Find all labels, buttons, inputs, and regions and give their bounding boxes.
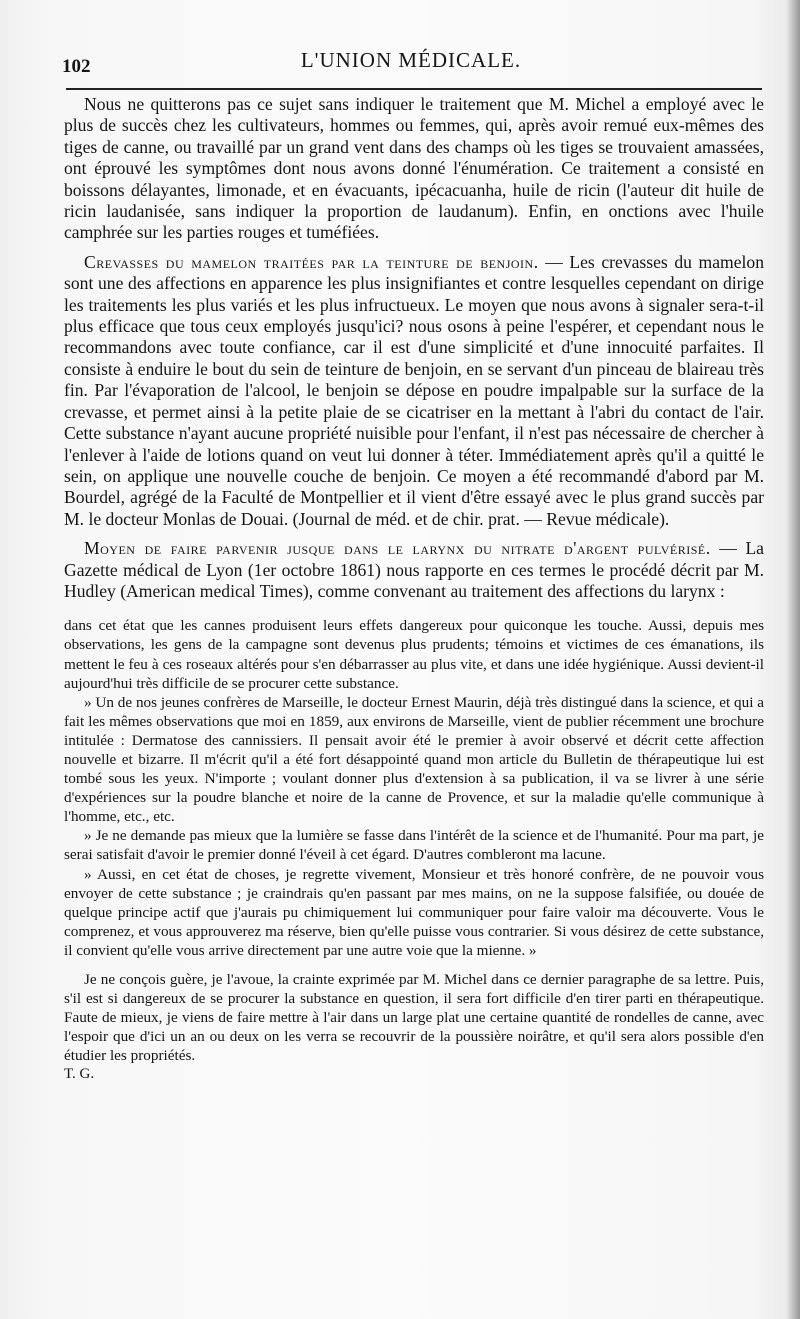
header-rule [66, 88, 762, 90]
page-body [64, 94, 764, 1083]
article-heading: Crevasses du mamelon traitées par la teinture de benjoin. [84, 251, 539, 272]
article-crevasses [64, 252, 764, 530]
letter-paragraph: dans cet état que les cannes produisent leurs effets dangereux pour quiconque les touche. Aussi, depuis mes observations, les gens de la campagne sont devenus plus prudents; témoins et victimes de ces émanations, ils mettent le feu à ces roseaux altérés pour s'en débarrasser au plus vite, et dans une idée hygiénique. Aussi devient-il aujourd'hui très difficile de se procurer cette substance. [64, 617, 764, 692]
article-text: — Les crevasses du mamelon sont une des affections en apparence les plus insignifiantes et contre lesquelles cependant on dirige les traitements les plus variés et les plus infructueux. Le moyen que nous avons à signaler sera-t-il plus efficace que tous ceux employés jusqu'ici? nous osons à peine l'espérer, et cependant nous le recommandons avec toute confiance, car il est d'une simplicité et d'une innocuité parfaites. Il consiste à enduire le bout du sein de teinture de benjoin, en se servant d'un pinceau de blaireau très fin. Par l'évaporation de l'alcool, le benjoin se dépose en poudre impalpable sur la surface de la crevasse, et permet ainsi à la petite plaie de se cicatriser en la mettant à l'abri du contact de l'air. Cette substance n'ayant aucune propriété nuisible pour l'enfant, il n'est pas nécessaire de chercher à l'enlever à l'aide de lotions quand on veut lui donner à téter. Immédiatement après qu'il a quitté le sein, on applique une nouvelle couche de benjoin. Ce moyen a été recommandé d'abord par M. Bourdel, agrégé de la Faculté de Montpellier et il vient d'être essayé avec le plus grand succès par M. le docteur Monlas de Douai. (Journal de méd. et de chir. prat. — Revue médicale). [64, 251, 764, 529]
letter-paragraph: » Aussi, en cet état de choses, je regrette vivement, Monsieur et très honoré confrère, de ne pouvoir vous envoyer de cette substance ; je craindrais qu'en passant par mes mains, on ne la suppose falsifiée, ou douée de quelque principe actif que j'aurais pu chimiquement lui communiquer pour faire valoir ma découverte. Vous le comprenez, et vous approuverez ma réserve, bien qu'elle puisse vous contrarier. Si vous désirez de cette substance, il convient qu'elle vous arrive directement par une autre voie que la mienne. » [64, 865, 764, 959]
letter-paragraph: » Un de nos jeunes confrères de Marseille, le docteur Ernest Maurin, déjà très distingué dans la science, et qui a fait les mêmes observations que moi en 1859, aux environs de Marseille, vient de publier récemment une brochure intitulée : Dermatose des cannissiers. Il pensait avoir été le premier à avoir observé et décrit cette affection nouvelle et bizarre. Il m'écrit qu'il a été fort désappointé quand mon article du Bulletin de thérapeutique lui est tombé sous les yeux. N'importe ; voulant donner plus d'extension à sa publication, il va se livrer à une série d'expériences sur la poudre blanche et noire de la canne de Provence, et sur la maladie qu'elle communique à l'homme, etc., etc. [64, 693, 764, 826]
commentary-paragraph: Je ne conçois guère, je l'avoue, la crainte exprimée par M. Michel dans ce dernier paragraphe de sa lettre. Puis, s'il est si dangereux de se procurer la substance en question, il sera fort difficile d'en tirer parti en thérapeutique. Faute de mieux, je viens de faire mettre à l'air dans un large plat une certaine quantité de rondelles de canne, avec l'espoir que d'ici un an ou deux on les verra se recouvrir de la poussière noirâtre, et qu'il sera alors possible d'en étudier les propriétés. [64, 971, 764, 1065]
article-text: — La Gazette médical de Lyon (1er octobre 1861) nous rapporte en ces termes le procédé décrit par M. Hudley (American medical Times), comme convenant au traitement des affections du larynx : [64, 538, 764, 601]
page-number: 102 [62, 56, 91, 77]
running-title: L'UNION MÉDICALE. [300, 48, 522, 72]
page-header [62, 48, 760, 76]
paragraph-treatment-michel: Nous ne quitterons pas ce sujet sans indiquer le traitement que M. Michel a employé avec le plus de succès chez les cultivateurs, hommes ou femmes, qui, après avoir remué eux-mêmes des tiges de canne, ou travaillé par un grand vent dans des champs où les tiges se trouvaient amassées, ont éprouvé les symptômes dont nous avons donné l'énumération. Ce traitement a consisté en boissons délayantes, limonade, et en évacuants, ipécacuanha, huile de ricin (l'auteur dit huile de ricin laudanisée, sans indiquer la proportion de laudanum). Enfin, en onctions avec l'huile camphrée sur les parties rouges et tuméfiées. [64, 94, 764, 243]
article-heading: Moyen de faire parvenir jusque dans le larynx du nitrate d'argent pulvérisé. [84, 538, 711, 559]
letter-paragraph: » Je ne demande pas mieux que la lumière se fasse dans l'intérêt de la science et de l'humanité. Pour ma part, je serai satisfait d'avoir le premier donné l'éveil à cet égard. D'autres combleront ma lacune. [64, 827, 764, 864]
page-edge-shadow [786, 0, 800, 1319]
article-larynx [64, 538, 764, 602]
author-signature: T. G. [64, 1065, 95, 1082]
